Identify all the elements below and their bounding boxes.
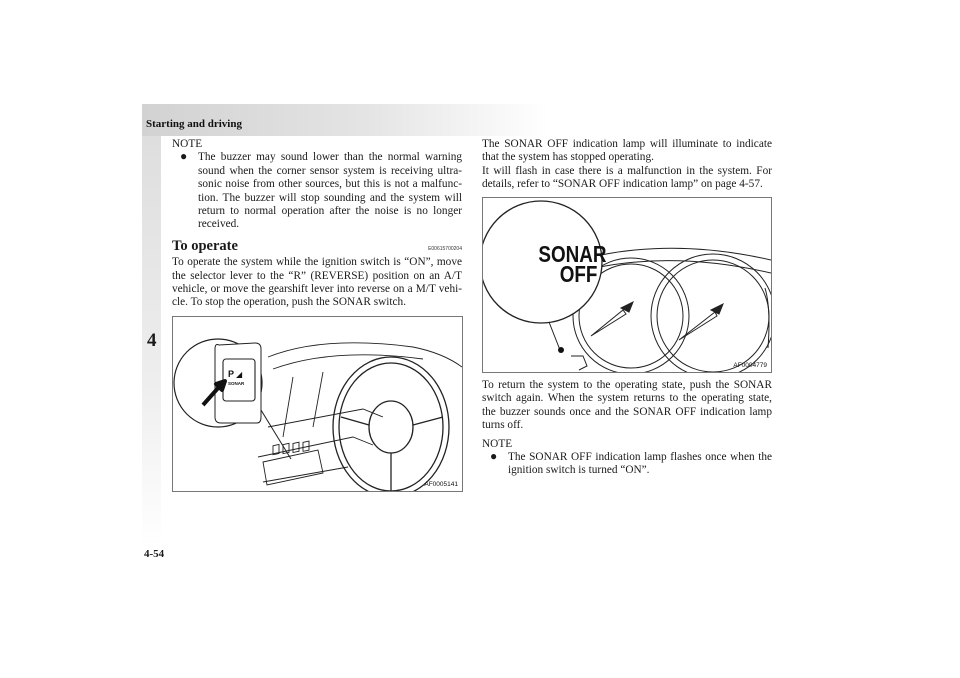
intro-paragraph: The SONAR OFF indication lamp will illuminate to indicate that the system has stopped operating.	[482, 138, 772, 164]
note-text: The SONAR OFF indication lamp flashes once when the ignition switch is turned “ON”.	[508, 451, 772, 477]
malfunction-paragraph: It will flash in case there is a malfunction in the system. For details, refer to “SONAR OFF indication lamp” on page 4-57.	[482, 164, 772, 191]
operate-paragraph: To operate the system while the ignition switch is “ON”, move the selector lever to the “R” (REVERSE) position on an A/T vehicle, or move the gearshift lever into reverse on a M/T vehi-cle. To stop the operation, push the SONAR switch.	[172, 256, 462, 309]
meter-cluster-illustration	[483, 198, 771, 372]
lamp-dot-icon	[558, 347, 564, 353]
heading-row	[172, 237, 462, 256]
sonar-off-callout	[483, 201, 607, 353]
note-label: NOTE	[482, 437, 513, 450]
sonar-switch-figure	[172, 316, 463, 492]
note-text: The buzzer may sound lower than the normal warning sound when the corner sensor system is receiving ultra-sonic noise from other sources, but this is not a malfunc-tion. The buzzer will stop sounding and the system will return to normal operation after the noise is no longer received.	[198, 151, 462, 231]
page-number: 4-54	[144, 548, 165, 560]
sonar-switch-zoom	[174, 339, 262, 427]
speedometer-icon	[651, 254, 771, 372]
figure-caption: AF0005141	[424, 481, 458, 488]
sonar-off-lamp-figure	[482, 197, 772, 373]
bullet-icon: ●	[180, 149, 188, 164]
right-column-lower	[482, 379, 772, 478]
switch-sonar-label: SONAR	[228, 381, 245, 386]
note-label: NOTE	[172, 138, 203, 150]
switch-p-label: P	[228, 369, 235, 379]
lamp-line-sonar: SONAR	[538, 242, 607, 268]
section-heading: To operate	[172, 237, 238, 254]
section-title: Starting and driving	[146, 118, 242, 130]
switch-panel-icon	[253, 397, 323, 485]
return-paragraph: To return the system to the operating state, push the SONAR switch again. When the system returns to the operating state, the buzzer sounds once and the SONAR OFF indication lamp turns off.	[482, 379, 772, 432]
left-column	[172, 138, 462, 310]
heading-code: E00615700204	[428, 245, 462, 252]
steering-wheel-icon	[333, 357, 449, 491]
note-item	[172, 151, 462, 231]
right-column	[482, 138, 772, 192]
bullet-icon: ●	[490, 449, 498, 464]
lamp-line-off: OFF	[559, 262, 598, 288]
sensor-wave-icon: ◢	[236, 370, 243, 379]
chapter-number: 4	[147, 330, 157, 351]
figure-caption: AF0004779	[733, 362, 767, 369]
dashboard-illustration	[173, 317, 462, 491]
note-item	[482, 451, 772, 478]
